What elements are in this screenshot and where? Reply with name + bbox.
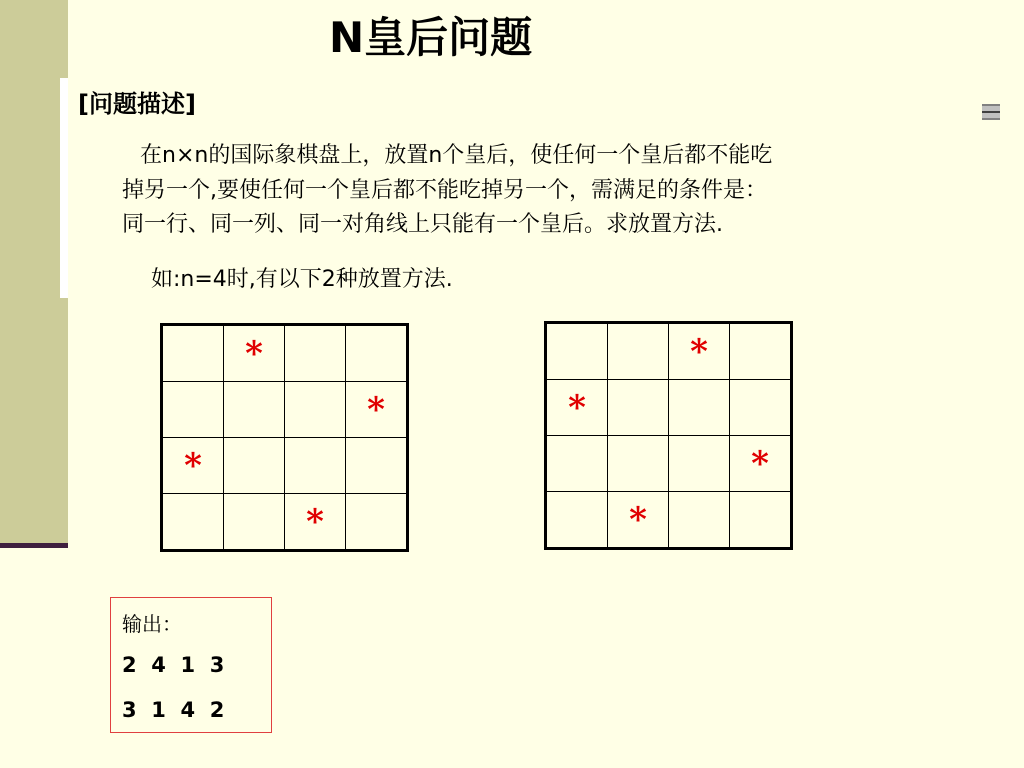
panel-edge (60, 78, 68, 298)
board-cell (730, 380, 792, 436)
board-cell (608, 436, 669, 492)
board-cell (224, 494, 285, 551)
board-cell (669, 492, 730, 549)
output-box (110, 597, 272, 733)
board-cell (346, 438, 408, 494)
board-cell (162, 382, 224, 438)
board-cell (669, 380, 730, 436)
board-cell: * (285, 494, 346, 551)
board-cell (285, 325, 346, 382)
board-row (546, 436, 792, 492)
output-title: 输出： (122, 612, 182, 636)
board-cell: * (608, 492, 669, 549)
board-cell (546, 323, 608, 380)
description-line-2: 掉另一个,要使任何一个皇后都不能吃掉另一个，需满足的条件是： (122, 177, 767, 203)
board-cell: * (346, 382, 408, 438)
board-cell (608, 323, 669, 380)
board-cell (162, 494, 224, 551)
board-row (162, 494, 408, 551)
problem-description (122, 139, 967, 243)
left-decoration-bar (0, 0, 68, 545)
output-line: 3 1 4 2 (122, 698, 225, 722)
slide-title: N皇后问题 (329, 13, 533, 62)
board-cell (346, 325, 408, 382)
board-row (162, 438, 408, 494)
board-cell (669, 436, 730, 492)
board-cell: * (162, 438, 224, 494)
board-row (546, 323, 792, 380)
description-line-3: 同一行、同一列、同一对角线上只能有一个皇后。求放置方法. (122, 212, 723, 237)
output-line: 2 4 1 3 (122, 653, 225, 677)
board-cell (224, 382, 285, 438)
board-cell (546, 436, 608, 492)
board-cell (730, 323, 792, 380)
board-cell: * (224, 325, 285, 382)
chessboard-solution-1 (160, 323, 409, 552)
left-decoration-rule (0, 543, 68, 548)
chessboard-solution-2 (544, 321, 793, 550)
board-row (162, 325, 408, 382)
board-cell (608, 380, 669, 436)
board-cell (224, 438, 285, 494)
board-cell (285, 438, 346, 494)
board-row (546, 492, 792, 549)
example-text: 如:n=4时,有以下2种放置方法. (151, 267, 453, 292)
board-cell (285, 382, 346, 438)
slide-minimize-icon (982, 104, 1000, 120)
description-line-1: 在n×n的国际象棋盘上，放置n个皇后，使任何一个皇后都不能吃 (140, 143, 773, 168)
board-cell (730, 492, 792, 549)
board-cell: * (730, 436, 792, 492)
board-cell (346, 494, 408, 551)
board-row (546, 380, 792, 436)
board-cell (546, 492, 608, 549)
board-cell (162, 325, 224, 382)
board-row (162, 382, 408, 438)
board-cell: * (546, 380, 608, 436)
board-cell: * (669, 323, 730, 380)
problem-description-label: [问题描述] (78, 90, 196, 118)
